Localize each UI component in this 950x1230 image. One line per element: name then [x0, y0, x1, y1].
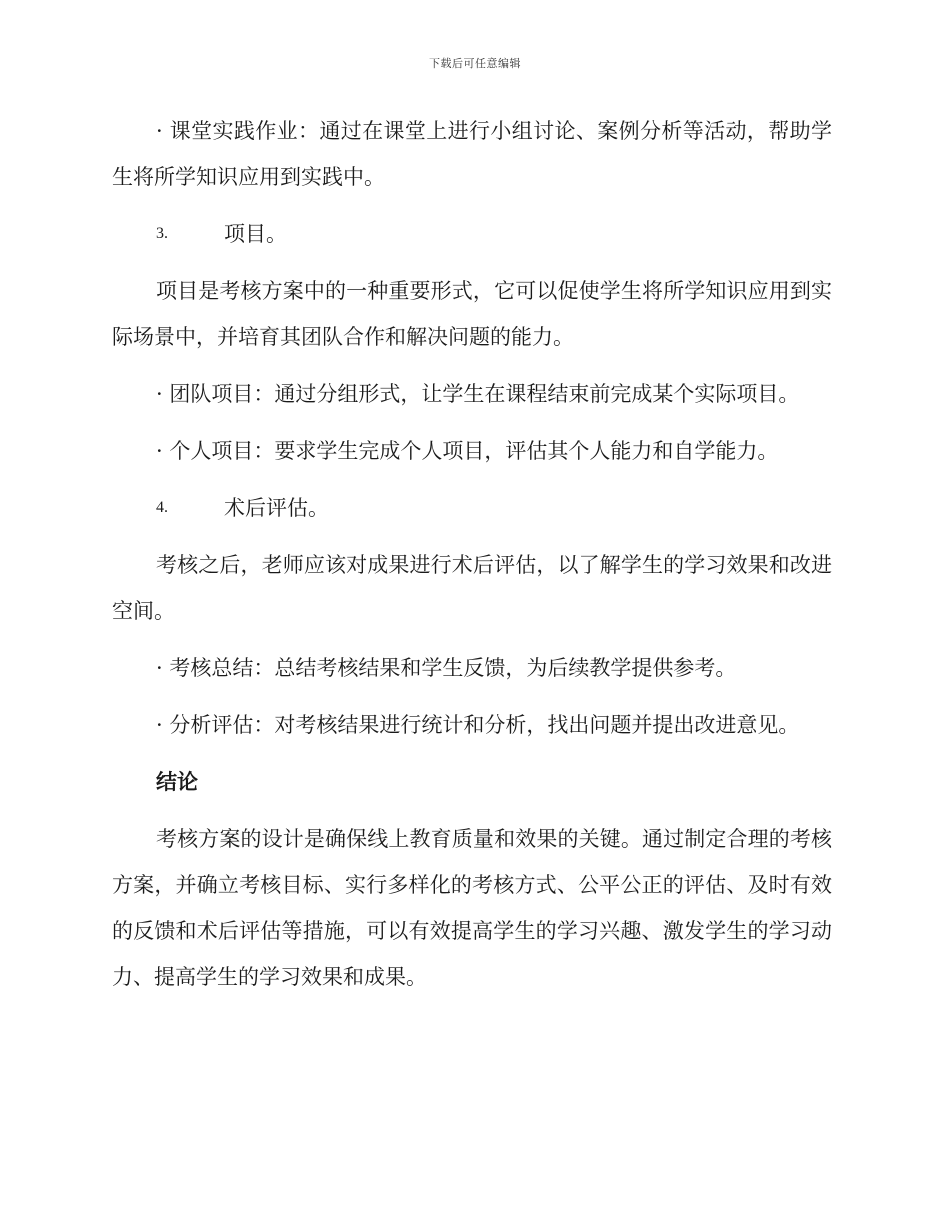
bullet-assessment-summary: · 考核总结：总结考核结果和学生反馈，为后续教学提供参考。: [156, 656, 737, 680]
item-title: 术后评估。: [224, 496, 329, 520]
section-heading-conclusion: 结论: [156, 769, 198, 794]
document-body: [112, 108, 832, 1011]
item-title: 项目。: [224, 222, 287, 246]
page-header: 下载后可任意编辑: [429, 57, 521, 70]
numbered-item-project: [112, 211, 832, 257]
paragraph-project-intro: 项目是考核方案中的一种重要形式，它可以促使学生将所学知识应用到实际场景中，并培育其团队合作和解决问题的能力。: [112, 279, 832, 349]
item-number: 3.: [156, 225, 168, 242]
item-number: 4.: [156, 499, 168, 516]
bullet-individual-project: · 个人项目：要求学生完成个人项目，评估其个人能力和自学能力。: [156, 439, 779, 463]
bullet-classroom-practice: · 课堂实践作业：通过在课堂上进行小组讨论、案例分析等活动，帮助学生将所学知识应用到实践中。: [112, 119, 832, 189]
numbered-item-post-evaluation: [112, 485, 832, 531]
paragraph-post-evaluation-intro: 考核之后，老师应该对成果进行术后评估，以了解学生的学习效果和改进空间。: [112, 553, 832, 623]
bullet-team-project: · 团队项目：通过分组形式，让学生在课程结束前完成某个实际项目。: [156, 382, 800, 406]
bullet-analysis-evaluation: · 分析评估：对考核结果进行统计和分析，找出问题并提出改进意见。: [156, 713, 800, 737]
paragraph-conclusion: 考核方案的设计是确保线上教育质量和效果的关键。通过制定合理的考核方案，并确立考核目标、实行多样化的考核方式、公平公正的评估、及时有效的反馈和术后评估等措施，可以有效提高学生的学习兴趣、激发学生的学习动力、提高学生的学习效果和成果。: [112, 827, 832, 989]
